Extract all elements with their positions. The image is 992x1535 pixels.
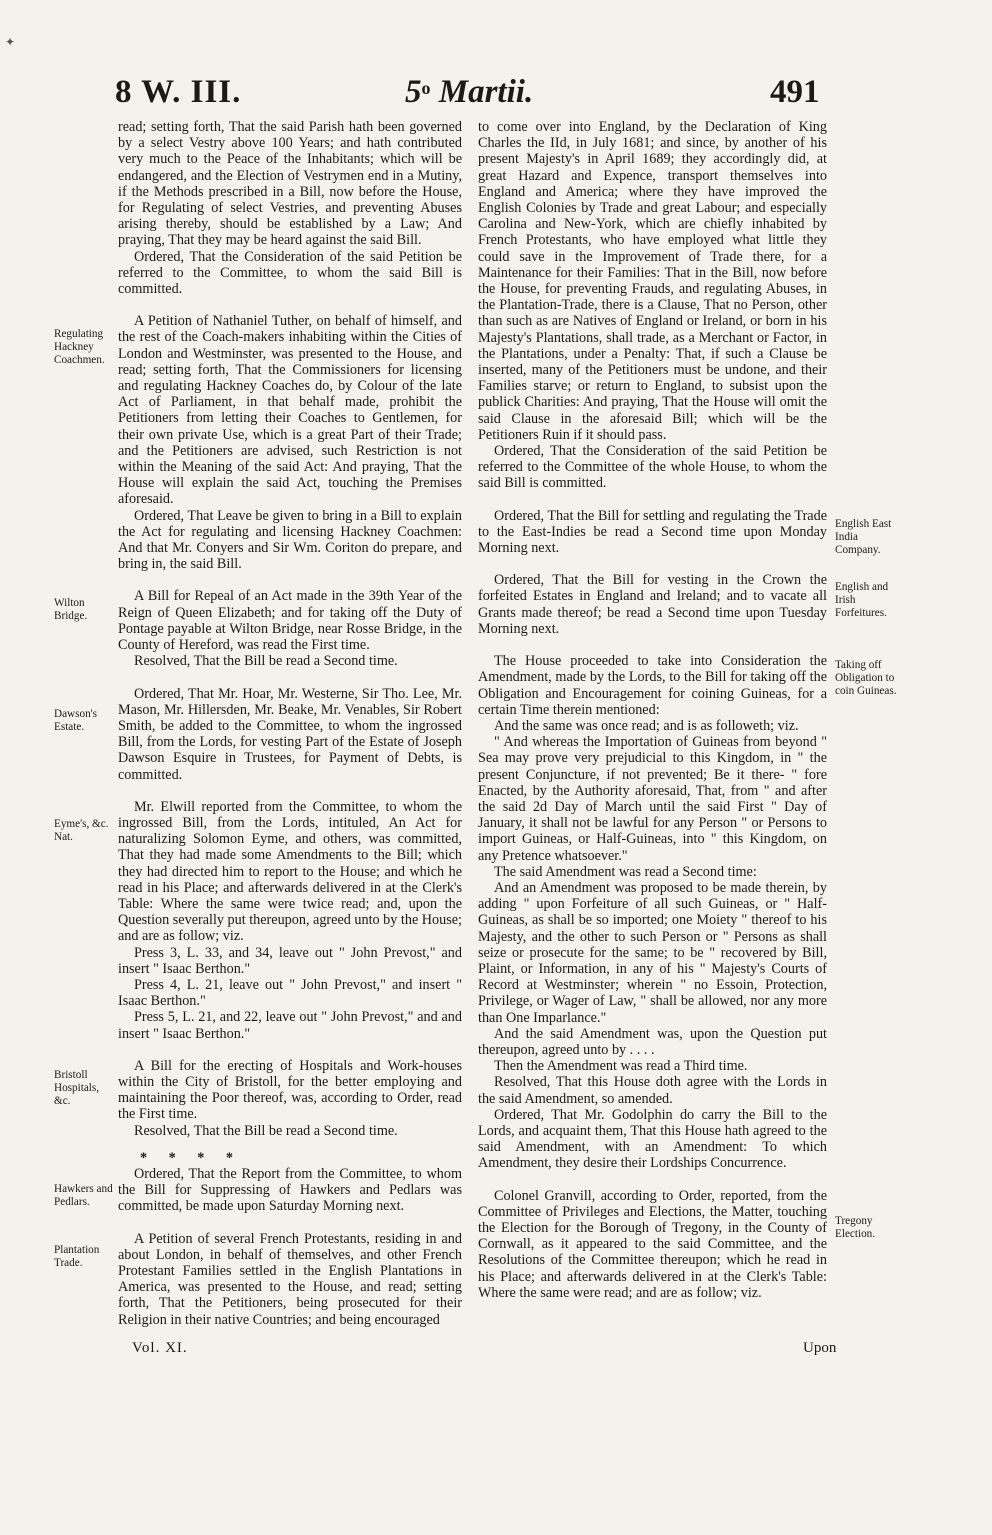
paragraph: Mr. Elwill reported from the Committee, to whom the ingrossed Bill, from the Lords, intituled, An Act for naturalizing Solomon Eyme, and others, was committed, That they had made some Amendments to the Bill; which they had directed him to report to the House; and which he read in his Place; and afterwards delivered in at the Clerk's Table: Where the same were twice read; and, upon the Question severally put thereupon, agreed unto by the House; and are as follow; viz.: [118, 798, 462, 945]
paragraph: The said Amendment was read a Second time:: [494, 863, 757, 880]
catchword: Upon: [803, 1340, 837, 1356]
margin-note-east-india: English East India Company.: [835, 518, 892, 556]
paragraph: A Petition of several French Protestants, residing in and about London, in behalf of themselves, and other French Protestant Families settled in the English Plantations in America, was presented to the House, and read; setting forth, That the Petitioners, being prosecuted for their Religion in their native Countries; and being encouraged: [118, 1230, 462, 1328]
paragraph: And the same was once read; and is as followeth; viz.: [494, 717, 799, 734]
paragraph: Then the Amendment was read a Third time.: [494, 1058, 748, 1075]
paragraph: A Bill for Repeal of an Act made in the 39th Year of the Reign of Queen Elizabeth; and for taking off the Duty of Pontage payable at Wilton Bridge, near Rosse Bridge, in the County of Hereford, was read the First time.: [118, 588, 462, 654]
margin-note-hackney: Regulating Hackney Coachmen.: [54, 328, 105, 366]
right-text-column: [478, 119, 827, 1301]
paragraph: Press 3, L. 33, and 34, leave out " John Prevost," and insert " Isaac Berthon.": [118, 944, 462, 977]
paragraph: The House proceeded to take into Consideration the Amendment, made by the Lords, to the Bill for taking off the Obligation and Encouragement for coining Guineas, for a certain Time therein mentioned:: [478, 653, 827, 718]
paragraph: Resolved, That this House doth agree with the Lords in the said Amendment, so amended.: [478, 1074, 827, 1107]
volume-signature: Vol. XI.: [132, 1340, 188, 1356]
paragraph: And the said Amendment was, upon the Question put thereupon, agreed unto by . . . .: [478, 1025, 827, 1058]
margin-note-wilton: Wilton Bridge.: [54, 597, 88, 622]
margin-note-hawkers: Hawkers and Pedlars.: [54, 1183, 113, 1208]
page-number: 491: [770, 74, 820, 110]
date-day: 5: [405, 74, 422, 110]
paragraph: Resolved, That the Bill be read a Second time.: [134, 653, 398, 670]
paragraph: Ordered, That the Consideration of the said Petition be referred to the Committee of the whole House, to whom the said Bill is committed.: [478, 443, 827, 492]
corner-mark: ✦: [5, 35, 16, 49]
paragraph: Ordered, That the Bill for vesting in the Crown the forfeited Estates in England and Ireland; and to vacate all Grants made thereof; be read a Second time upon Tuesday Morning next.: [478, 572, 827, 637]
quoted-amendment: " And whereas the Importation of Guineas from beyond " Sea may prove very prejudicial to this Kingdom, in " the present Conjuncture, if not prevented; Be it there- " fore Enacted, by the Authority aforesaid, That, from " and after the said 2d Day of March until the said First " Day of January, it shall not be lawful for any Person " or Persons to import Guineas, or Half-Guineas, into " this Kingdom, on any Pretence whatsoever.": [478, 734, 827, 864]
date-ordinal: o: [421, 78, 431, 98]
paragraph: And an Amendment was proposed to be made therein, by adding " upon Forfeiture of all such Guineas, or " Half-Guineas, as shall be so imported; one Moiety " thereof to his Majesty, and the other to such Person or " Persons as shall seize or prosecute for the same; to be " recovered by Bill, Plaint, or Information, in any of his " Majesty's Courts of Record at Westminster; wherein " no Essoin, Protection, Privilege, or Wager of Law, " shall be allowed, nor any more than One Imparlance.": [478, 879, 827, 1026]
running-head-regnal-year: 8 W. III.: [115, 74, 242, 110]
section-stars: * * * *: [140, 1149, 243, 1166]
date-month: Martii.: [438, 74, 534, 110]
paragraph: Press 5, L. 21, and 22, leave out " John Prevost," and and insert " Isaac Berthon.": [118, 1009, 462, 1042]
paragraph: Ordered, That the Bill for settling and regulating the Trade to the East-Indies be read a Second time upon Monday Morning next.: [478, 507, 827, 557]
margin-note-bristoll: Bristoll Hospitals, &c.: [54, 1069, 100, 1107]
paragraph: Ordered, That Mr. Godolphin do carry the Bill to the Lords, and acquaint them, That this House hath agreed to the said Amendment, with an Amendment: To which Amendment, they desire their Lordships Concurrence.: [478, 1106, 827, 1172]
paragraph: A Bill for the erecting of Hospitals and Work-houses within the City of Bristoll, for the better employing and maintaining the Poor thereof, was, according to Order, read the First time.: [118, 1057, 462, 1123]
margin-note-guineas: Taking off Obligation to coin Guineas.: [835, 659, 897, 697]
margin-note-plantation: Plantation Trade.: [54, 1244, 100, 1269]
paragraph: Ordered, That Mr. Hoar, Mr. Westerne, Sir Tho. Lee, Mr. Mason, Mr. Hillersden, Mr. Beake, Mr. Venables, Sir Robert Smith, be added to the Committee, to whom the ingrossed Bill, from the Lords, for vesting Part of the Estate of Joseph Dawson Esquire in Trustees, for Payment of Debts, is committed.: [118, 685, 462, 783]
paragraph: read; setting forth, That the said Parish hath been governed by a select Vestry above 100 Years; and hath contributed very much to the Peace of the Inhabitants; which will be endangered, and the Election of Vestrymen end in a Mutiny, if the Methods prescribed in a Bill, now before the House, for Regulating of select Vestries, and preventing Abuses arising thereby, should be established by a Law; And praying, That they may be heard against the said Bill.: [118, 119, 462, 249]
paragraph: Resolved, That the Bill be read a Second time.: [134, 1122, 398, 1139]
paragraph: Ordered, That Leave be given to bring in a Bill to explain the Act for regulating and licensing Hackney Coachmen: And that Mr. Conyers and Sir Wm. Coriton do prepare, and bring in, the said Bill.: [118, 507, 462, 573]
margin-note-forfeitures: English and Irish Forfeitures.: [835, 581, 889, 619]
paragraph: Colonel Granvill, according to Order, reported, from the Committee of Privileges and Elections, the Matter, touching the Election for the Borough of Tregony, in the County of Cornwall, as it appeared to the said Committee, and the Resolutions of the Committee thereupon; which he read in his Place; and afterwards delivered in at the Clerk's Table: Where the same were read; and are as follow; viz.: [478, 1187, 827, 1301]
margin-note-eyme: Eyme's, &c. Nat.: [54, 818, 109, 843]
paragraph: Press 4, L. 21, leave out " John Prevost," and insert " Isaac Berthon.": [118, 976, 462, 1010]
paragraph: Ordered, That the Consideration of the said Petition be referred to the Committee, to whom the said Bill is committed.: [118, 248, 462, 298]
paragraph: to come over into England, by the Declaration of King Charles the IId, in July 1681; and since, by another of his present Majesty's in April 1689; they accordingly did, at great Hazard and Expence, transport themselves into England and America; where they have improved the English Colonies by Trade and great Labour; and especially Carolina and New-York, which are chiefly inhabited by French Protestants, who have employed what little they could save in the Improvement of Trade there, for a Maintenance for their Families: That in the Bill, now before the House, for preventing Frauds, and regulating Abuses, in the Plantation-Trade, there is a Clause, That no Person, other than such as are Natives of England or Ireland, or born in his Majesty's Plantations, shall trade, as a Merchant or Factor, in the Plantations, under a Penalty: That, if such a Clause be inserted, many of the Petitioners must be undone, and their Families starve; or return to England, to subsist upon the publick Charities: And praying, That the House will omit the said Clause in the aforesaid Bill; which will be the Petitioners Ruin if it should pass.: [478, 119, 827, 443]
paragraph: Ordered, That the Report from the Committee, to whom the Bill for Suppressing of Hawkers and Pedlars was committed, be made upon Saturday Morning next.: [118, 1165, 462, 1215]
running-head-date: [405, 74, 533, 111]
left-text-column: [118, 119, 462, 1328]
paragraph: A Petition of Nathaniel Tuther, on behalf of himself, and the rest of the Coach-makers inhabiting within the Cities of London and Westminster, was presented to the House, and read; setting forth, That the Commissioners for licensing and regulating Hackney Coaches do, by Colour of the late Act of Parliament, in that behalf made, prohibit the Petitioners from letting their Coaches to Gentlemen, for their own private Use, which is a great Part of their Trade; and the Petitioners are advised, such Restriction is not within the Meaning of the said Act: And praying, That the House will explain the said Act, touching the Premises aforesaid.: [118, 313, 462, 508]
margin-note-tregony: Tregony Election.: [835, 1215, 876, 1240]
margin-note-dawson: Dawson's Estate.: [54, 708, 98, 733]
